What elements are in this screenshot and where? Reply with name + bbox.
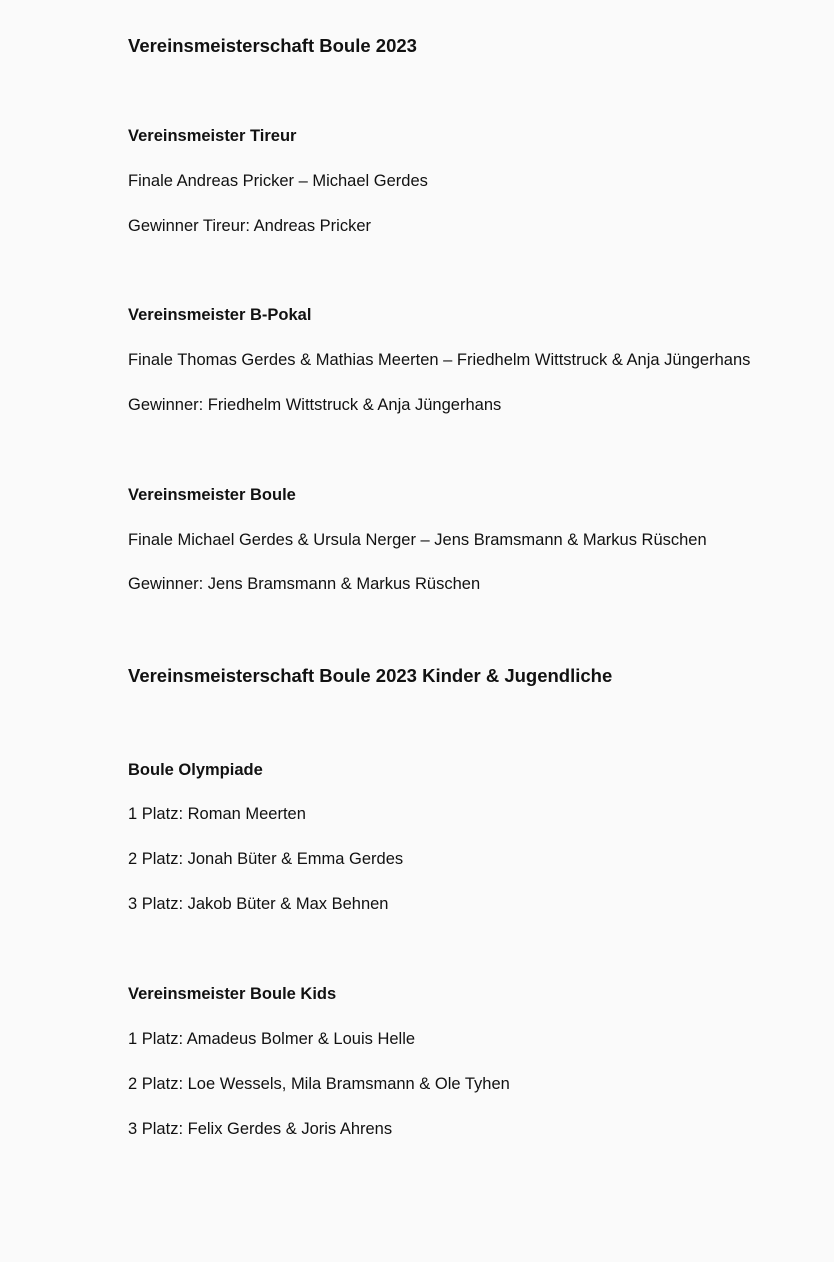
b-pokal-winner: Gewinner: Friedhelm Wittstruck & Anja Jüngerhans: [128, 396, 502, 414]
olympiade-place-3: 3 Platz: Jakob Büter & Max Behnen: [128, 895, 389, 913]
b-pokal-final: Finale Thomas Gerdes & Mathias Meerten – Friedhelm Wittstruck & Anja Jüngerhans: [128, 351, 751, 369]
boule-winner: Gewinner: Jens Bramsmann & Markus Rüschen: [128, 575, 481, 593]
kids-title: Vereinsmeisterschaft Boule 2023 Kinder & Jugendliche: [128, 665, 613, 686]
document-title: Vereinsmeisterschaft Boule 2023: [128, 35, 417, 56]
tireur-final: Finale Andreas Pricker – Michael Gerdes: [128, 172, 428, 190]
section-heading-olympiade: Boule Olympiade: [128, 761, 263, 779]
section-heading-tireur: Vereinsmeister Tireur: [128, 127, 297, 145]
tireur-winner: Gewinner Tireur: Andreas Pricker: [128, 217, 372, 235]
olympiade-place-2: 2 Platz: Jonah Büter & Emma Gerdes: [128, 850, 404, 868]
section-heading-boule-kids: Vereinsmeister Boule Kids: [128, 985, 337, 1003]
section-heading-boule: Vereinsmeister Boule: [128, 486, 296, 504]
boule-kids-place-2: 2 Platz: Loe Wessels, Mila Bramsmann & Ole Tyhen: [128, 1075, 510, 1093]
boule-kids-place-1: 1 Platz: Amadeus Bolmer & Louis Helle: [128, 1030, 416, 1048]
olympiade-place-1: 1 Platz: Roman Meerten: [128, 805, 306, 823]
section-heading-b-pokal: Vereinsmeister B-Pokal: [128, 306, 312, 324]
boule-final: Finale Michael Gerdes & Ursula Nerger – Jens Bramsmann & Markus Rüschen: [128, 531, 707, 549]
boule-kids-place-3: 3 Platz: Felix Gerdes & Joris Ahrens: [128, 1120, 393, 1138]
